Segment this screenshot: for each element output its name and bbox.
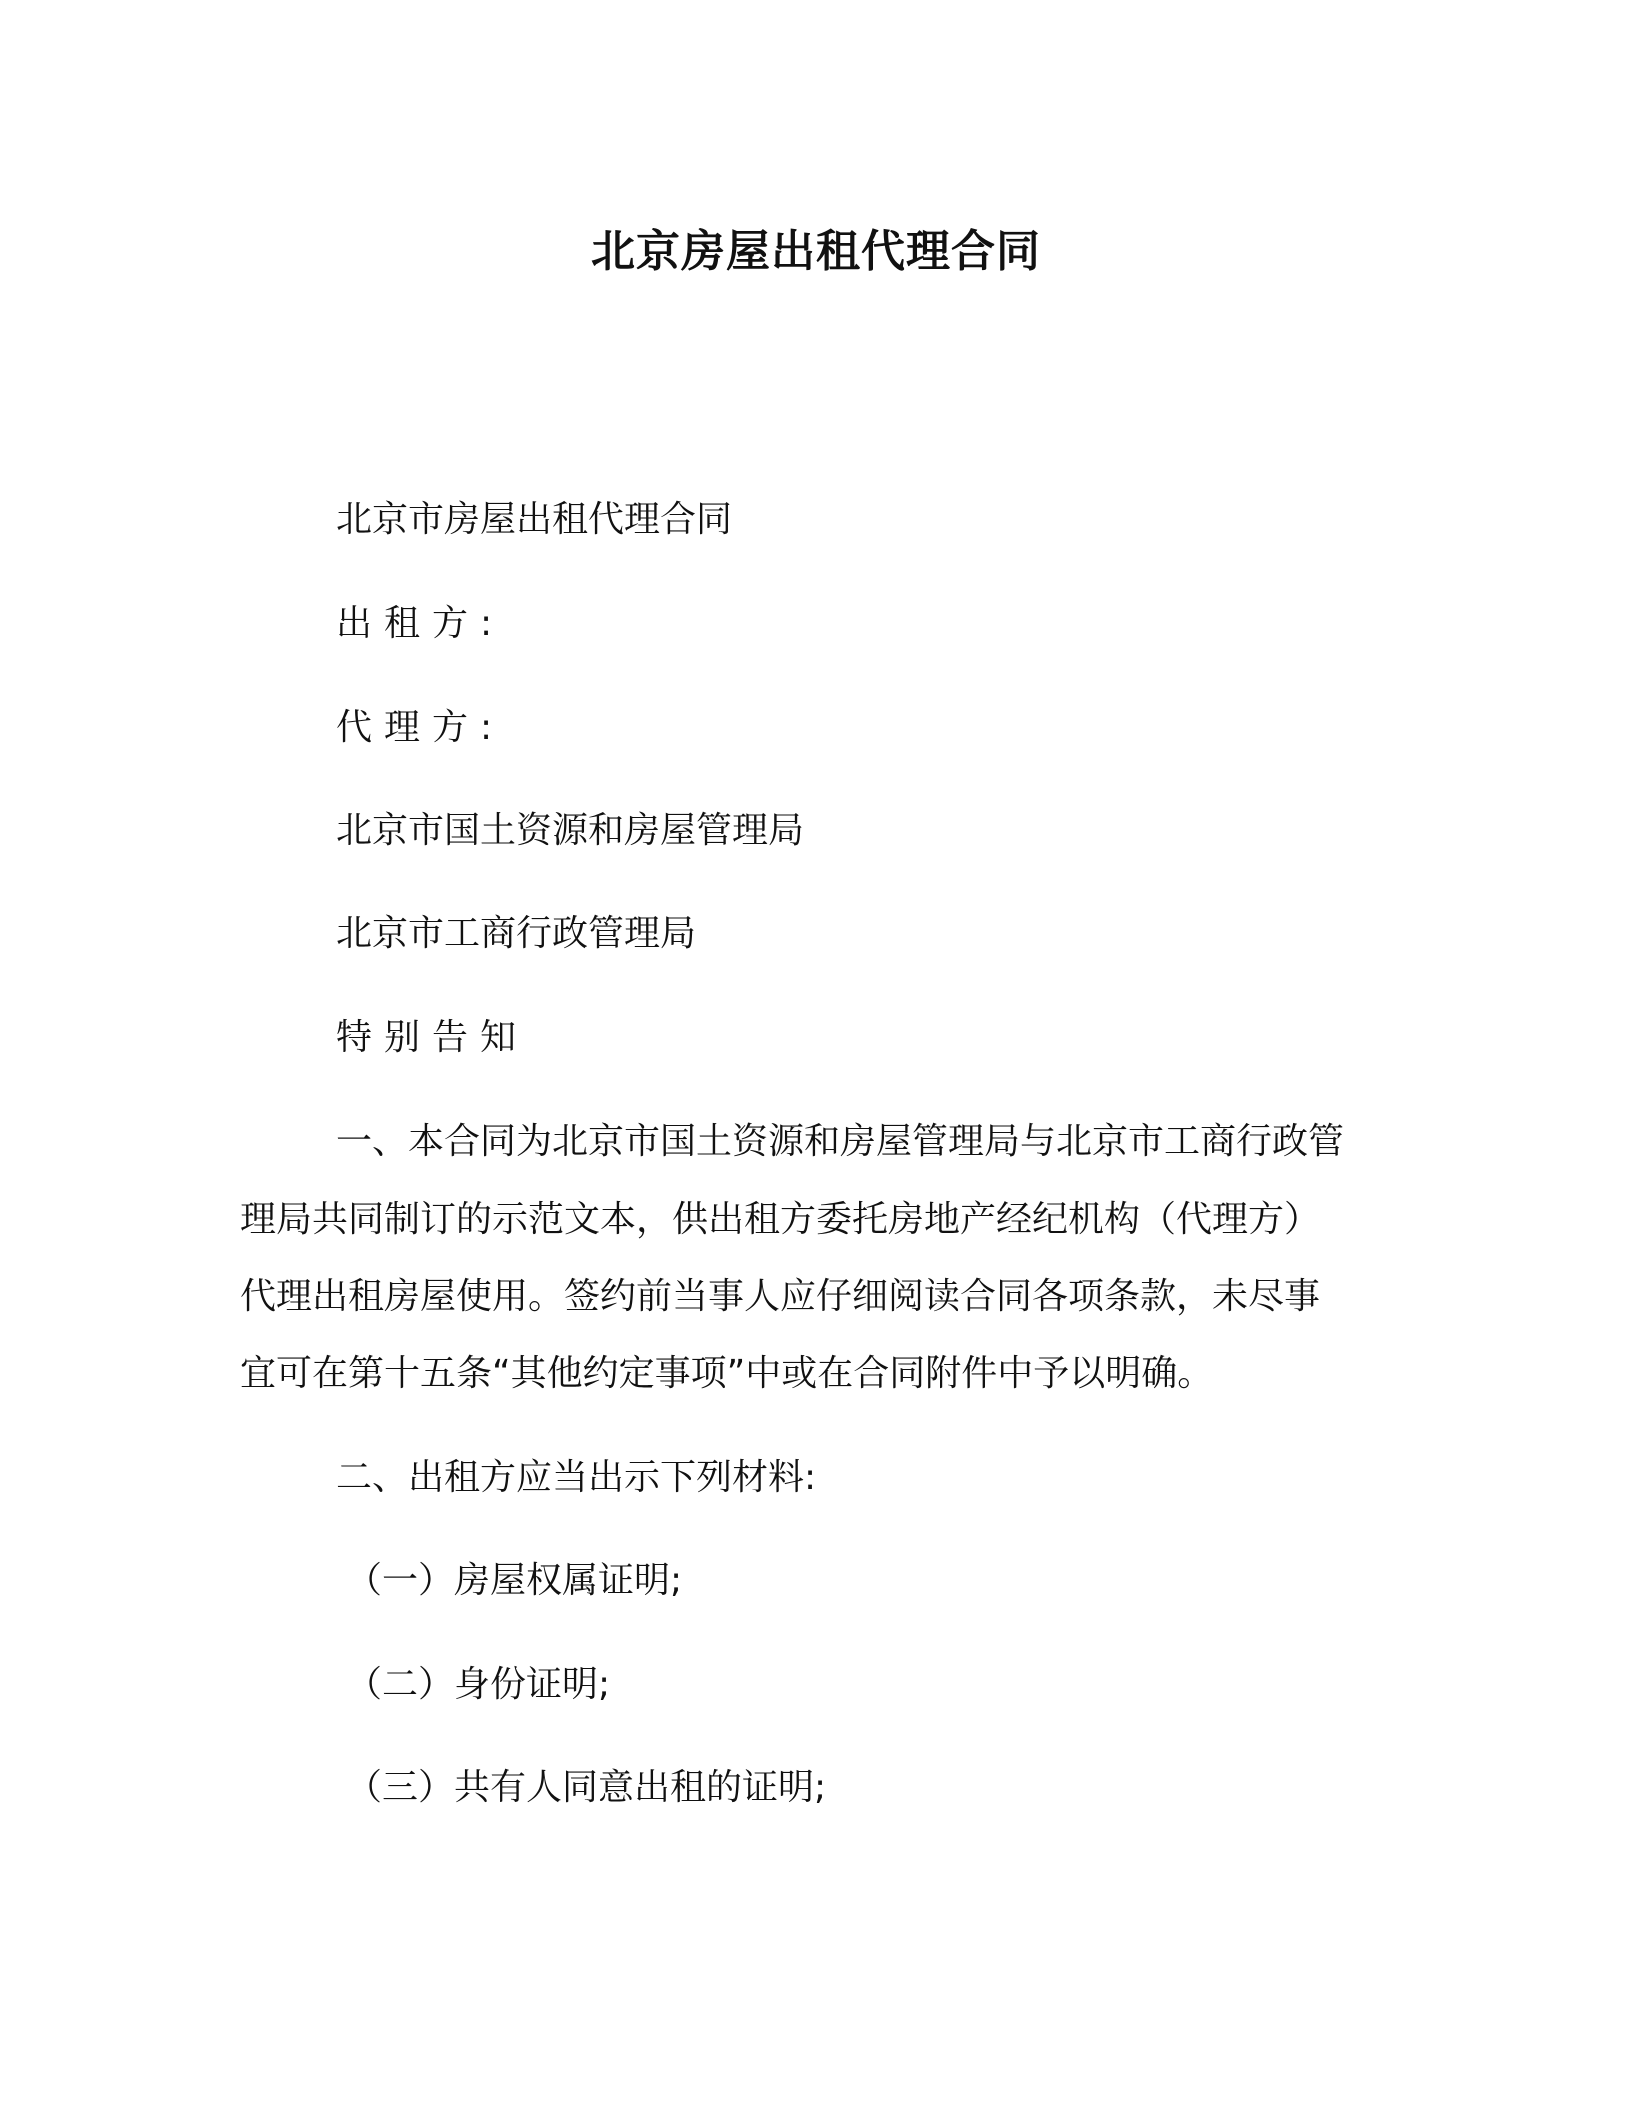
- special-notice-heading: 特别告知: [336, 1017, 529, 1058]
- paragraph-1-line-3: 代理出租房屋使用。签约前当事人应仔细阅读合同各项条款，未尽事: [240, 1276, 1321, 1317]
- agent-label: 代理方:: [336, 707, 505, 748]
- material-item: （三）共有人同意出租的证明;: [346, 1767, 827, 1808]
- issuer-industry-commerce-bureau: 北京市工商行政管理局: [336, 913, 697, 954]
- paragraph-1-line-4: 宜可在第十五条“其他约定事项”中或在合同附件中予以明确。: [240, 1353, 1214, 1394]
- paragraph-1-line-1: 一、本合同为北京市国土资源和房屋管理局与北京市工商行政管: [336, 1121, 1345, 1162]
- document-title: 北京房屋出租代理合同: [591, 226, 1041, 277]
- lessor-label: 出租方:: [336, 603, 505, 644]
- paragraph-1-line-2: 理局共同制订的示范文本，供出租方委托房地产经纪机构（代理方）: [240, 1199, 1321, 1240]
- material-item: （一）房屋权属证明;: [346, 1560, 683, 1601]
- issuer-land-housing-bureau: 北京市国土资源和房屋管理局: [336, 810, 805, 851]
- material-item: （二）身份证明;: [346, 1664, 611, 1705]
- contract-name-line: 北京市房屋出租代理合同: [336, 499, 733, 540]
- paragraph-2-heading: 二、出租方应当出示下列材料:: [336, 1457, 817, 1498]
